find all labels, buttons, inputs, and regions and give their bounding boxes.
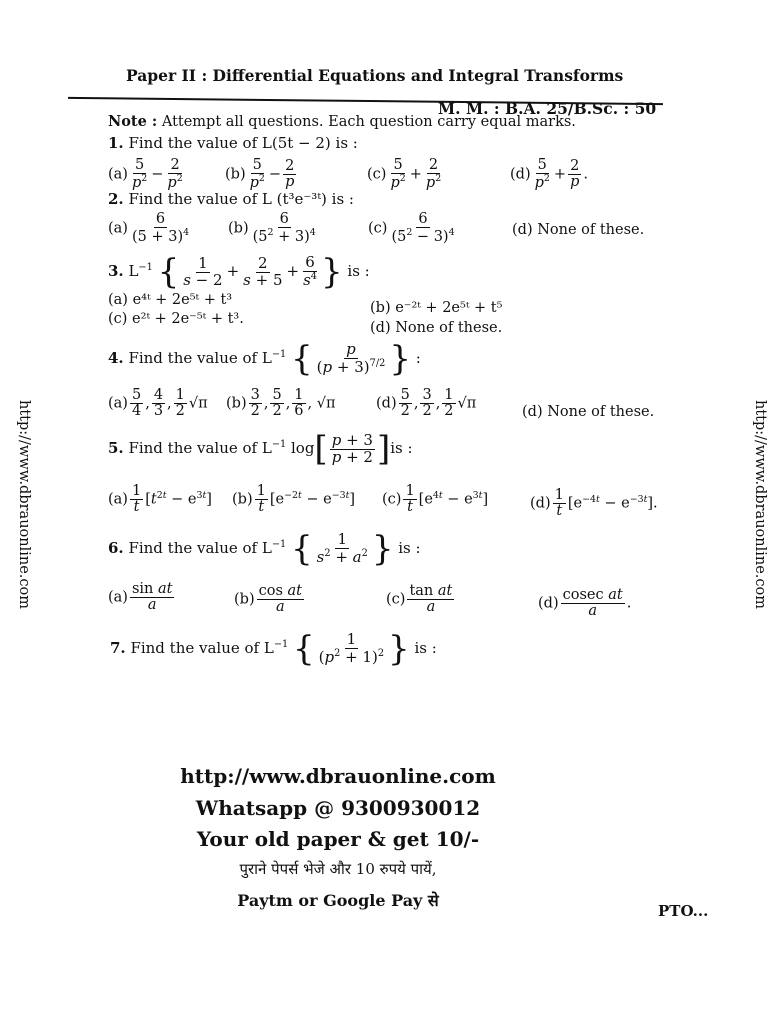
question-6: 6. Find the value of $L^{-1}$ { $\frac{1}{s^2 + a^2}$ } is : xyxy=(108,529,421,569)
question-5: 5. Find the value of $L^{-1}$ log[ $\frac{p + 3}{p + 2}$ ]is : xyxy=(108,429,413,469)
q2-option-d: (d) None of these. xyxy=(512,222,645,238)
question-text: Find the value of L (t³e⁻³ᵗ) is : xyxy=(128,190,354,208)
question-number: 6. xyxy=(108,539,124,557)
q5-option-a: (a) $\frac{1}{t}$ $[t^{2t} - e^{3t}]$ xyxy=(108,483,212,516)
q3-option-b: (b) e⁻²ᵗ + 2e⁵ᵗ + t⁵ xyxy=(370,300,503,316)
q3-option-a: (a) e⁴ᵗ + 2e⁵ᵗ + t³ xyxy=(108,292,233,308)
question-3: 3. $L^{-1}$ { $\frac{1}{s - 2}$ + $\frac{2}{s + 5}$ + $\frac{6}{s^4}$ } is : xyxy=(108,252,370,292)
q2-option-a: (a) $\frac{6}{(5 + 3)^4}$ xyxy=(108,211,190,246)
q1-option-b: (b) $\frac{5}{p^2}$ − $\frac{2}{p}$ xyxy=(225,157,295,192)
watermark-left: http://www.dbrauonline.com xyxy=(16,400,32,610)
instructions-note xyxy=(108,113,576,130)
q3-option-c: (c) e²ᵗ + 2e⁻⁵ᵗ + t³. xyxy=(108,311,244,327)
footer-url: http://www.dbrauonline.com xyxy=(180,764,496,788)
question-number: 4. xyxy=(108,349,124,367)
question-7: 7. Find the value of $L^{-1}$ { $\frac{1}{(p^2 + 1)^2}$ } is : xyxy=(110,629,437,669)
note-label: Note : xyxy=(108,113,158,130)
max-marks: M. M. : B.A. 25/B.Sc. : 50 xyxy=(438,99,657,118)
question-number: 2. xyxy=(108,190,124,208)
q4-option-a: (a) $\frac{5}{4}$ , $\frac{4}{3}$ , $\frac{1}{2}$ √π xyxy=(108,387,208,420)
q6-option-b: (b) $\frac{\text{cos at}}{a}$ xyxy=(234,583,302,616)
question-text: Find the value of L(5t − 2) is : xyxy=(128,134,358,152)
footer-whatsapp: Whatsapp @ 9300930012 xyxy=(195,796,481,820)
question-number: 5. xyxy=(108,439,124,457)
q5-option-c: (c) $\frac{1}{t}$ $[e^{4t} - e^{3t}]$ xyxy=(382,483,489,516)
question-4: 4. Find the value of $L^{-1}$ { $\frac{p}{(p + 3)^{7/2}}$ } : xyxy=(108,339,421,379)
q5-option-b: (b) $\frac{1}{t}$ $[e^{-2t} - e^{-3t}]$ xyxy=(232,483,356,516)
footer-offer: Your old paper & get 10/- xyxy=(196,827,480,851)
q4-option-c: (d) $\frac{5}{2}$ , $\frac{3}{2}$ , $\frac{1}{2}$ √π xyxy=(376,387,477,420)
question-number: 1. xyxy=(108,134,124,152)
q3-option-d: (d) None of these. xyxy=(370,320,503,336)
question-2 xyxy=(108,190,354,208)
paper-title: Paper II : Differential Equations and Integral Transforms xyxy=(126,66,624,85)
question-1 xyxy=(108,134,358,152)
question-number: 3. xyxy=(108,262,124,280)
q4-option-b: (b) $\frac{3}{2}$ , $\frac{5}{2}$ , $\frac{1}{6}$ , √π xyxy=(226,387,336,420)
footer-payment: Paytm or Google Pay से xyxy=(237,891,439,910)
note-text: Attempt all questions. Each question carry equal marks. xyxy=(161,114,576,130)
q6-option-a: (a) $\frac{\text{sin at}}{a}$ xyxy=(108,581,173,614)
q2-option-c: (c) $\frac{6}{(5^2 - 3)^4}$ xyxy=(368,211,455,246)
q1-option-a: (a) $\frac{5}{p^2}$ − $\frac{2}{p^2}$ xyxy=(108,157,183,192)
q2-option-b: (b) $\frac{6}{(5^2 + 3)^4}$ xyxy=(228,211,316,246)
question-number: 7. xyxy=(110,639,126,657)
q6-option-c: (c) $\frac{\text{tan at}}{a}$ xyxy=(386,583,453,616)
q1-option-c: (c) $\frac{5}{p^2}$ + $\frac{2}{p^2}$ xyxy=(367,157,442,192)
watermark-right: http://www.dbrauonline.com xyxy=(752,400,768,610)
q6-option-d: (d) $\frac{\text{cosec at}}{a}$ . xyxy=(538,587,632,620)
pto-label: PTO... xyxy=(658,902,709,920)
footer-hindi: पुराने पेपर्स भेजे और 10 रुपये पायें, xyxy=(239,860,437,878)
q5-option-d: (d) $\frac{1}{t}$ $[e^{-4t} - e^{-3t}]$. xyxy=(530,487,658,520)
q1-option-d: (d) $\frac{5}{p^2}$ + $\frac{2}{p}$ . xyxy=(510,157,588,192)
q4-option-d: (d) None of these. xyxy=(522,404,655,420)
